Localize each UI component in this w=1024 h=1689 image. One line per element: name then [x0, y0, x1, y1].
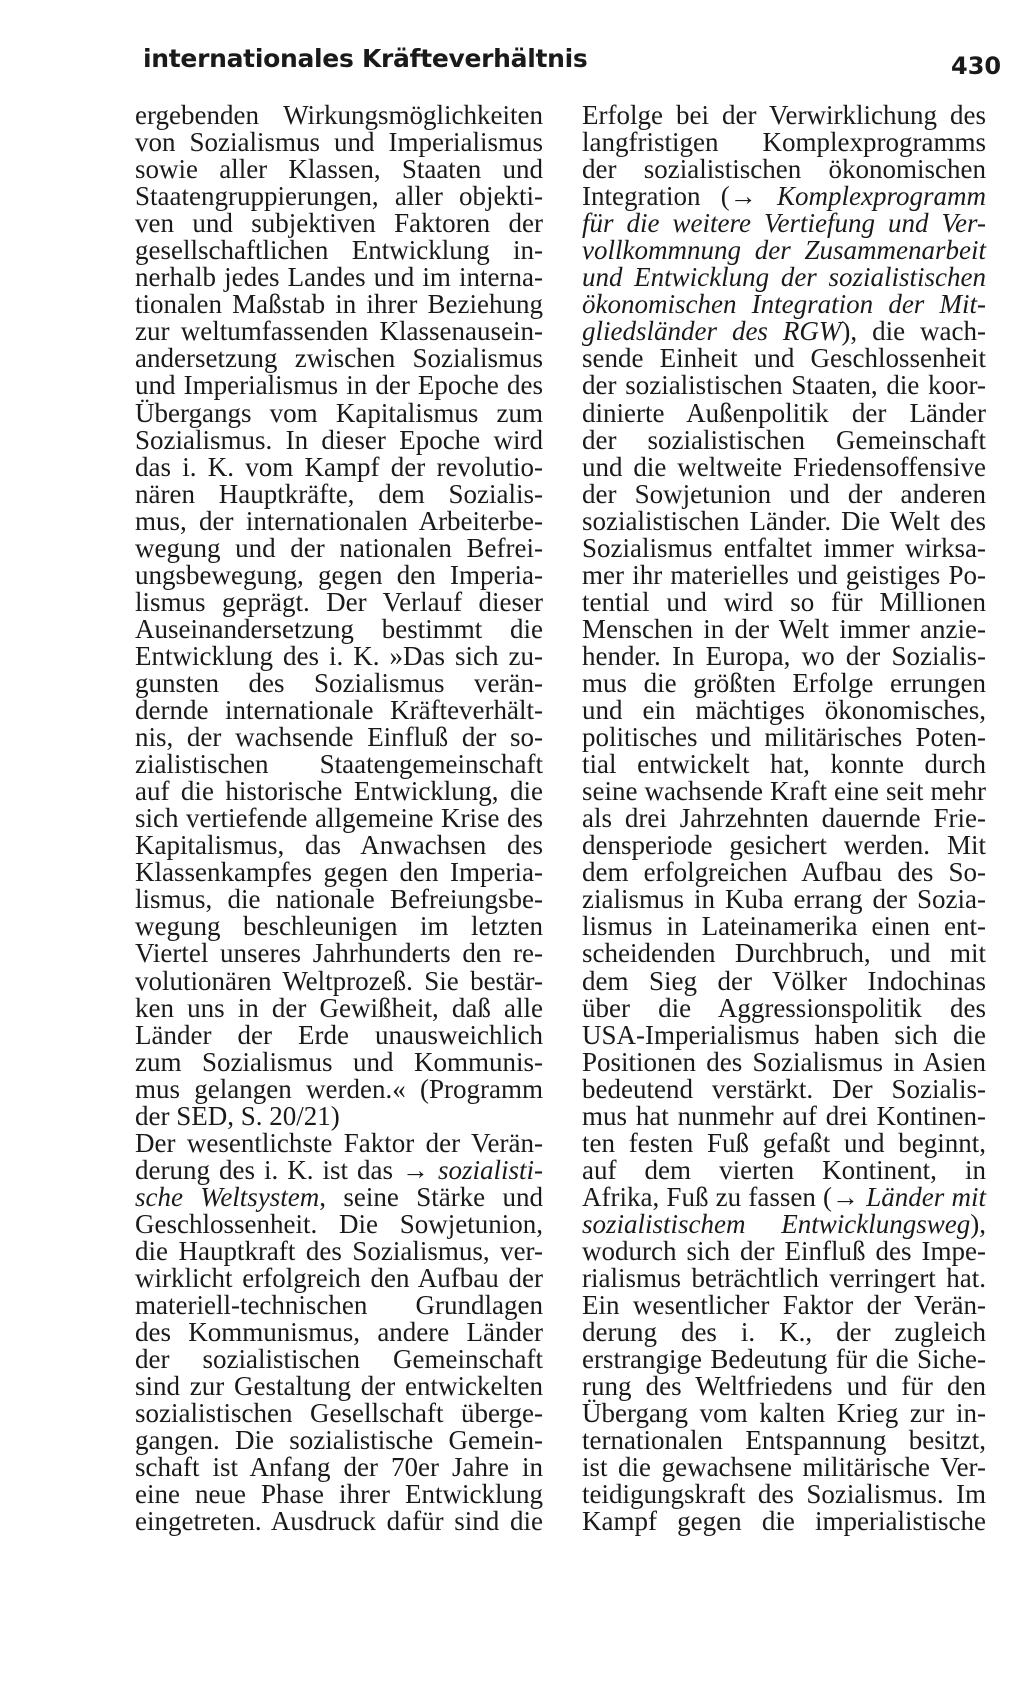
text-run: der Sowjetunion und der anderen — [582, 478, 986, 509]
text-line — [135, 1346, 543, 1373]
text-run: zialismus in Kuba errang der Sozia- — [582, 884, 986, 915]
text-run: materiell-technischen Grundlagen — [135, 1290, 543, 1321]
text-run: Ein wesentlicher Faktor der Verän- — [582, 1290, 986, 1321]
text-line — [582, 1235, 986, 1266]
text-line — [135, 805, 543, 832]
running-head: internationales Kräfteverhältnis — [143, 44, 588, 73]
text-run: zialistischen Staatengemeinschaft — [135, 749, 543, 780]
text-line — [582, 1427, 986, 1454]
text-line — [135, 1073, 543, 1104]
text-line — [582, 345, 986, 372]
text-run: ternationalen Entspannung besitzt, — [582, 1425, 986, 1456]
text-line — [582, 1373, 986, 1400]
text-run: und Imperialismus in der Epoche des — [135, 370, 543, 401]
text-line — [135, 992, 543, 1023]
text-run: Staatengruppierungen, aller objekti- — [135, 181, 543, 212]
text-line — [582, 183, 986, 210]
italic-reference: sozialistischem Entwicklungsweg — [582, 1208, 971, 1239]
text-line — [582, 424, 986, 455]
text-run: , seine Stärke und — [319, 1181, 543, 1212]
text-line — [582, 451, 986, 482]
text-run: Entwicklung des i. K. »Das sich zu- — [135, 640, 543, 671]
text-line — [135, 1127, 543, 1158]
text-run: Menschen in der Welt immer anzie- — [582, 613, 986, 644]
text-run: die Hauptkraft des Sozialismus, ver- — [135, 1235, 543, 1266]
text-line — [582, 102, 986, 129]
text-line — [582, 640, 986, 671]
text-line — [582, 940, 986, 967]
text-line — [582, 1208, 986, 1239]
text-run: der SED, S. 20/21) — [135, 1100, 340, 1131]
text-run: sich vertiefende allgemeine Krise des — [135, 803, 543, 834]
text-line — [135, 183, 543, 210]
text-run: derung des i. K. ist das → — [135, 1154, 438, 1185]
text-line — [582, 291, 986, 318]
text-run: der sozialistischen Staaten, die koor- — [582, 370, 986, 401]
text-run: gunsten des Sozialismus verän- — [135, 667, 543, 698]
text-line — [582, 559, 986, 590]
text-run: Geschlossenheit. Die Sowjetunion, — [135, 1208, 543, 1239]
text-run: und ein mächtiges ökonomisches, — [582, 695, 986, 726]
text-run: Kapitalismus, das Anwachsen des — [135, 830, 543, 861]
text-run: lismus geprägt. Der Verlauf dieser — [135, 586, 543, 617]
text-run: Der wesentlichste Faktor der Verän- — [135, 1127, 543, 1158]
text-run: Länder der Erde unausweichlich — [135, 1019, 543, 1050]
text-line — [582, 778, 986, 805]
text-line — [135, 102, 543, 129]
text-line — [135, 1292, 543, 1319]
text-run: sowie aller Klassen, Staaten und — [135, 154, 543, 185]
text-run: mer ihr materielles und geistiges Po- — [582, 559, 986, 590]
text-run: densperiode gesichert werden. Mit — [582, 830, 986, 861]
text-run: dem erfolgreichen Aufbau des So- — [582, 857, 986, 888]
text-line — [135, 291, 543, 318]
text-run: seine wachsende Kraft eine seit mehr — [582, 776, 986, 807]
text-line — [582, 965, 986, 996]
text-run: eingetreten. Ausdruck dafür sind die — [135, 1506, 543, 1537]
text-line — [135, 345, 543, 372]
text-line — [582, 210, 986, 237]
page-number: 430 — [951, 52, 1002, 80]
text-line — [135, 724, 543, 751]
text-run: hender. In Europa, wo der Sozialis- — [582, 640, 986, 671]
text-run: von Sozialismus und Imperialismus — [135, 127, 543, 158]
text-run: sozialistischen Länder. Die Welt des — [582, 505, 986, 536]
text-line — [582, 1454, 986, 1481]
text-run: Positionen des Sozialismus in Asien — [582, 1046, 986, 1077]
text-line — [582, 532, 986, 563]
text-line — [582, 478, 986, 509]
left-text-column — [135, 102, 543, 1535]
text-run: lismus, die nationale Befreiungsbe- — [135, 884, 543, 915]
text-line — [582, 156, 986, 183]
text-run: volutionären Weltprozeß. Sie bestär- — [135, 965, 543, 996]
text-line — [135, 1265, 543, 1292]
text-run: schaft ist Anfang der 70er Jahre in — [135, 1452, 543, 1483]
text-line — [135, 1481, 543, 1508]
text-run: ), — [970, 1208, 986, 1239]
text-line — [135, 832, 543, 859]
text-line — [135, 1100, 543, 1131]
text-run: Erfolge bei der Verwirklichung des — [582, 100, 986, 130]
text-line — [582, 667, 986, 698]
text-line — [135, 667, 543, 698]
text-run: ist die gewachsene militärische Ver- — [582, 1452, 986, 1483]
text-line — [582, 237, 986, 264]
text-run: ven und subjektiven Faktoren der — [135, 208, 543, 239]
text-run: gangen. Die sozialistische Gemein- — [135, 1425, 543, 1456]
text-run: bedeutend verstärkt. Der Sozialis- — [582, 1073, 986, 1104]
text-run: Integration (→ — [582, 181, 777, 212]
text-line — [582, 913, 986, 940]
text-run: des Kommunismus, andere Länder — [135, 1317, 543, 1348]
text-line — [135, 1373, 543, 1400]
text-run: der sozialistischen Gemeinschaft — [582, 424, 986, 455]
text-line — [135, 451, 543, 482]
italic-reference: Komplexprogramm — [777, 181, 986, 212]
text-line — [135, 913, 543, 940]
text-line — [582, 505, 986, 536]
text-line — [582, 1400, 986, 1427]
text-run: Kampf gegen die imperialistische — [582, 1506, 986, 1537]
text-line — [582, 264, 986, 291]
text-run: wegung und der nationalen Befrei- — [135, 532, 543, 563]
text-run: sozialistischen Gesellschaft überge- — [135, 1398, 543, 1429]
italic-reference: und Entwicklung der sozialistischen — [582, 262, 986, 293]
text-run: auf dem vierten Kontinent, in — [582, 1154, 986, 1185]
text-line — [135, 940, 543, 967]
text-run: Klassenkampfes gegen den Imperia- — [135, 857, 543, 888]
text-line — [582, 992, 986, 1023]
text-line — [582, 751, 986, 778]
text-line — [135, 318, 543, 345]
text-line — [135, 1046, 543, 1077]
italic-reference: sozialisti- — [437, 1154, 543, 1185]
text-line — [582, 372, 986, 399]
text-run: teidigungskraft des Sozialismus. Im — [582, 1479, 986, 1510]
italic-reference: Länder mit — [866, 1181, 986, 1212]
text-line — [582, 1481, 986, 1508]
text-run: mus die größten Erfolge errungen — [582, 667, 986, 698]
text-line — [582, 1154, 986, 1185]
text-line — [135, 613, 543, 644]
text-line — [135, 397, 543, 428]
text-line — [135, 264, 543, 291]
text-line — [582, 724, 986, 751]
text-line — [582, 586, 986, 617]
text-run: sind zur Gestaltung der entwickelten — [135, 1371, 543, 1402]
text-line — [135, 1400, 543, 1427]
text-line — [582, 1265, 986, 1292]
text-line — [582, 1181, 986, 1212]
text-line — [135, 751, 543, 778]
text-run: Übergang vom kalten Krieg zur in- — [582, 1398, 986, 1429]
text-run: das i. K. vom Kampf der revolutio- — [135, 451, 543, 482]
text-line — [135, 965, 543, 996]
italic-reference: gliedsländer des RGW — [582, 316, 842, 347]
text-line — [135, 478, 543, 509]
text-line — [582, 1346, 986, 1373]
text-line — [582, 697, 986, 724]
text-run: nerhalb jedes Landes und im interna- — [135, 262, 543, 293]
text-run: wodurch sich der Einfluß des Impe- — [582, 1235, 986, 1266]
text-run: dinierte Außenpolitik der Länder — [582, 397, 986, 428]
text-run: dernde internationale Kräfteverhält- — [135, 695, 543, 726]
text-line — [582, 859, 986, 886]
text-line — [582, 1319, 986, 1346]
text-line — [135, 424, 543, 455]
text-line — [135, 1454, 543, 1481]
text-run: erstrangige Bedeutung für die Siche- — [582, 1344, 986, 1375]
text-run: scheidenden Durchbruch, und mit — [582, 938, 986, 969]
text-run: wirklicht erfolgreich den Aufbau der — [135, 1263, 543, 1294]
text-line — [135, 1319, 543, 1346]
text-run: auf die historische Entwicklung, die — [135, 776, 543, 807]
text-line — [135, 505, 543, 536]
text-line — [135, 372, 543, 399]
text-run: mus gelangen werden.« (Programm — [135, 1073, 543, 1104]
text-line — [135, 156, 543, 183]
text-line — [582, 886, 986, 913]
text-run: Sozialismus entfaltet immer wirksa- — [582, 532, 986, 563]
text-line — [582, 397, 986, 428]
text-run: derung des i. K., der zugleich — [582, 1317, 986, 1348]
text-line — [582, 1100, 986, 1131]
text-line — [135, 778, 543, 805]
text-run: tial entwickelt hat, konnte durch — [582, 749, 986, 780]
text-run: rung des Weltfriedens und für den — [582, 1371, 986, 1402]
text-run: eine neue Phase ihrer Entwicklung — [135, 1479, 543, 1510]
text-line — [135, 886, 543, 913]
text-run: nären Hauptkräfte, dem Sozialis- — [135, 478, 543, 509]
text-line — [582, 1073, 986, 1104]
text-run: ken uns in der Gewißheit, daß alle — [135, 992, 543, 1023]
text-line — [582, 1046, 986, 1077]
text-line — [582, 1508, 986, 1535]
text-line — [135, 586, 543, 617]
text-run: ungsbewegung, gegen den Imperia- — [135, 559, 543, 590]
text-line — [135, 859, 543, 886]
text-run: ), die wach- — [841, 316, 986, 347]
text-line — [582, 805, 986, 832]
text-line — [135, 559, 543, 590]
text-line — [135, 237, 543, 264]
text-run: politisches und militärisches Poten- — [582, 722, 986, 753]
text-line — [135, 1235, 543, 1266]
text-line — [135, 640, 543, 671]
text-run: ergebenden Wirkungsmöglichkeiten — [135, 100, 543, 130]
text-line — [582, 129, 986, 156]
text-run: lismus in Lateinamerika einen ent- — [582, 911, 986, 942]
text-line — [582, 318, 986, 345]
text-line — [135, 1208, 543, 1239]
text-run: zur weltumfassenden Klassenausein- — [135, 316, 543, 347]
italic-reference: für die weitere Vertiefung und Ver- — [582, 208, 986, 239]
text-run: zum Sozialismus und Kommunis- — [135, 1046, 543, 1077]
text-run: Afrika, Fuß zu fassen (→ — [582, 1181, 867, 1212]
text-line — [135, 1019, 543, 1050]
text-run: tential und wird so für Millionen — [582, 586, 986, 617]
text-run: andersetzung zwischen Sozialismus — [135, 343, 543, 374]
text-run: Auseinandersetzung bestimmt die — [135, 613, 543, 644]
text-run: USA-Imperialismus haben sich die — [582, 1019, 986, 1050]
text-run: ten festen Fuß gefaßt und beginnt, — [582, 1127, 986, 1158]
text-run: als drei Jahrzehnten dauernde Frie- — [582, 803, 986, 834]
text-run: Sozialismus. In dieser Epoche wird — [135, 424, 543, 455]
text-run: mus, der internationalen Arbeiterbe- — [135, 505, 543, 536]
text-line — [582, 1292, 986, 1319]
text-line — [135, 210, 543, 237]
text-line — [135, 532, 543, 563]
text-line — [135, 1154, 543, 1185]
text-run: langfristigen Komplexprogramms — [582, 127, 986, 158]
text-line — [582, 1127, 986, 1158]
text-line — [135, 129, 543, 156]
text-run: Übergangs vom Kapitalismus zum — [135, 397, 543, 428]
text-line — [135, 1508, 543, 1535]
text-run: und die weltweite Friedensoffensive — [582, 451, 986, 482]
text-line — [135, 697, 543, 724]
italic-reference: sche Weltsystem — [135, 1181, 320, 1212]
text-run: mus hat nunmehr auf drei Kontinen- — [582, 1100, 986, 1131]
text-run: der sozialistischen ökonomischen — [582, 154, 986, 185]
text-run: der sozialistischen Gemeinschaft — [135, 1344, 543, 1375]
italic-reference: vollkommnung der Zusammenarbeit — [582, 235, 986, 266]
text-line — [582, 613, 986, 644]
text-run: sende Einheit und Geschlossenheit — [582, 343, 986, 374]
text-run: rialismus beträchtlich verringert hat. — [582, 1263, 986, 1294]
text-run: über die Aggressionspolitik des — [582, 992, 986, 1023]
italic-reference: ökonomischen Integration der Mit- — [582, 289, 986, 320]
right-text-column — [582, 102, 986, 1535]
text-run: nis, der wachsende Einfluß der so- — [135, 722, 543, 753]
text-run: Viertel unseres Jahrhunderts den re- — [135, 938, 543, 969]
text-line — [582, 832, 986, 859]
text-line — [582, 1019, 986, 1050]
text-run: wegung beschleunigen im letzten — [135, 911, 543, 942]
text-line — [135, 1181, 543, 1212]
text-run: gesellschaftlichen Entwicklung in- — [135, 235, 543, 266]
text-run: dem Sieg der Völker Indochinas — [582, 965, 986, 996]
text-run: tionalen Maßstab in ihrer Beziehung — [135, 289, 543, 320]
text-line — [135, 1427, 543, 1454]
